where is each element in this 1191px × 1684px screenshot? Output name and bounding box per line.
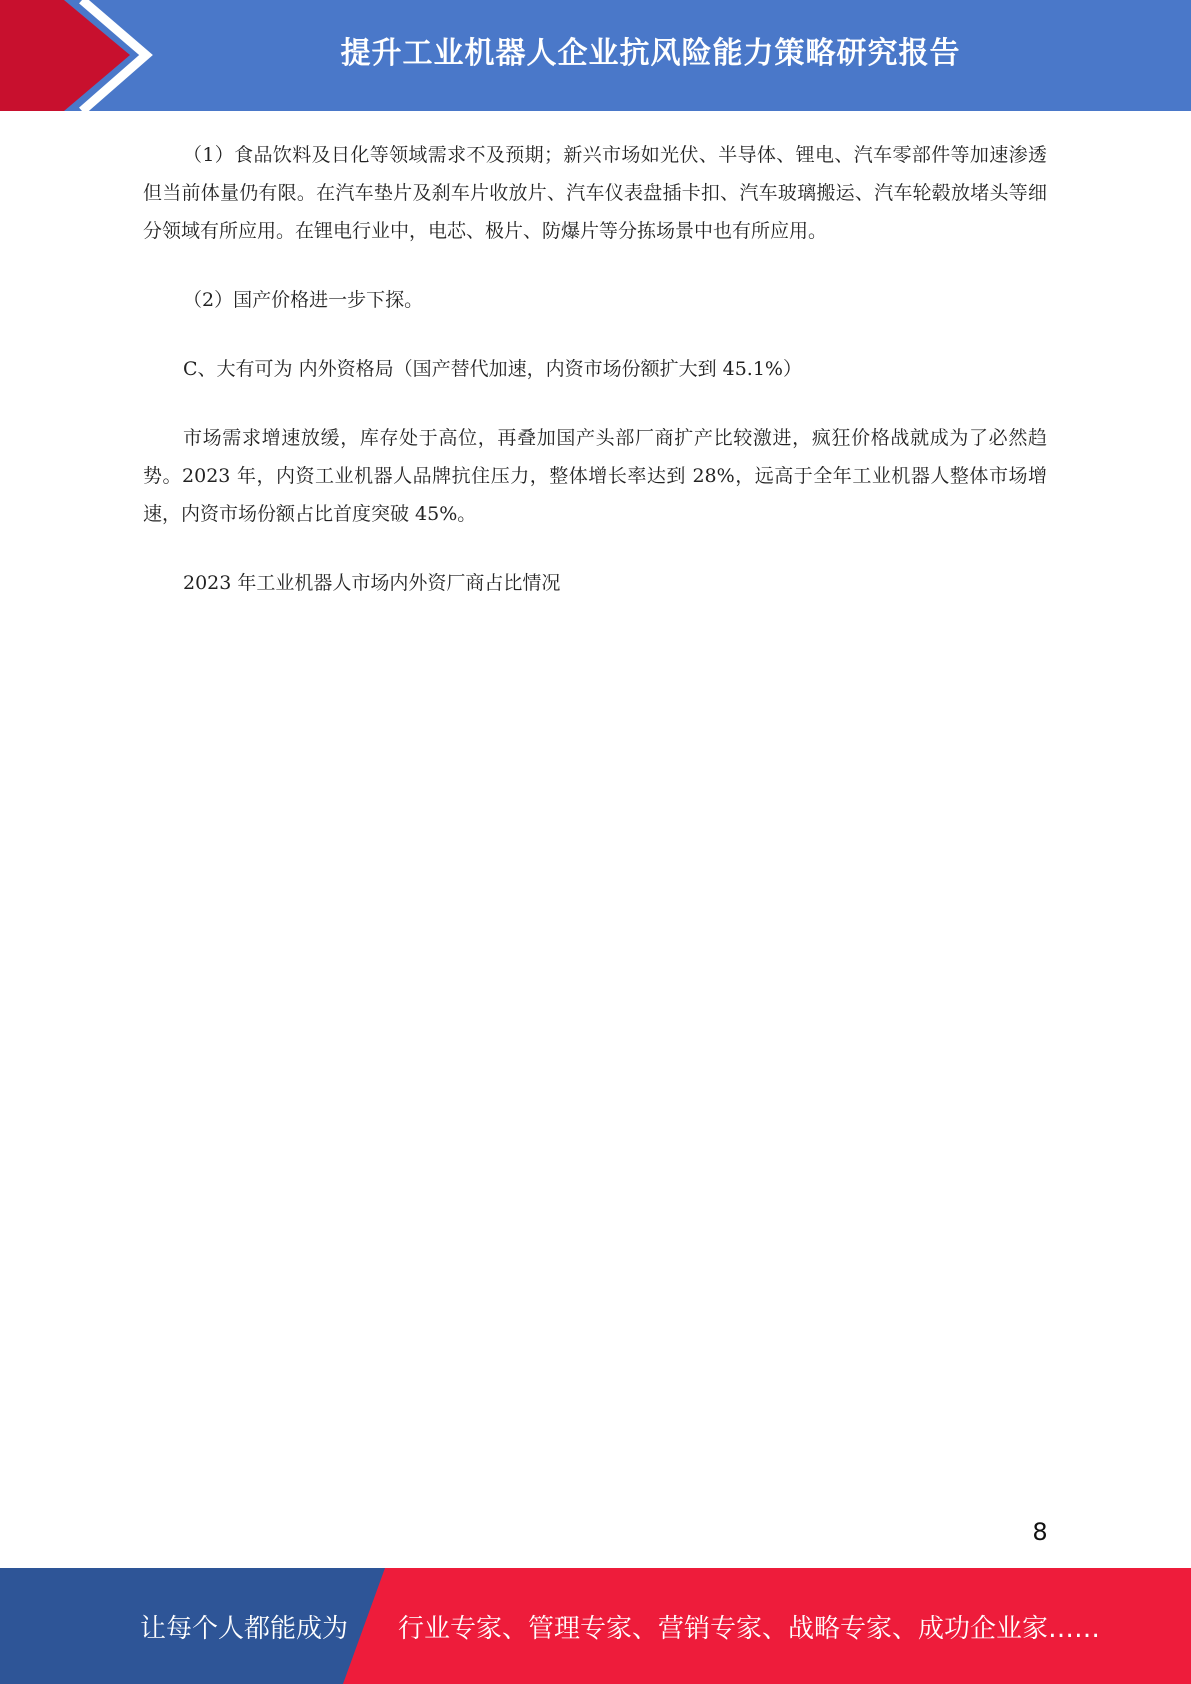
header-banner: [0, 0, 1191, 111]
report-title: 提升工业机器人企业抗风险能力策略研究报告: [340, 36, 961, 71]
paragraph-price: （2）国产价格进一步下探。: [183, 289, 424, 311]
footer-slogan-roles: 行业专家、管理专家、营销专家、战略专家、成功企业家……: [398, 1613, 1101, 1644]
red-arrow-decoration: [0, 0, 160, 111]
section-heading-market-share: C、大有可为 内外资格局（国产替代加速，内资市场份额扩大到 45.1%）: [183, 358, 802, 380]
figure-caption: 2023 年工业机器人市场内外资厂商占比情况: [183, 572, 561, 594]
footer-banner: [0, 1568, 1191, 1684]
footer-slogan-lead: 让每个人都能成为: [140, 1613, 349, 1644]
paragraph-demand: （1）食品饮料及日化等领域需求不及预期；新兴市场如光伏、半导体、锂电、汽车零部件等加速渗透但当前体量仍有限。在汽车垫片及刹车片收放片、汽车仪表盘插卡扣、汽车玻璃搬运、汽车轮毂放堵头等细分领域有所应用。在锂电行业中，电芯、极片、防爆片等分拣场景中也有所应用。: [143, 144, 1047, 242]
page-number: 8: [1032, 1518, 1048, 1546]
paragraph-market-trend: 市场需求增速放缓，库存处于高位，再叠加国产头部厂商扩产比较激进，疯狂价格战就成为了必然趋势。2023 年，内资工业机器人品牌抗住压力，整体增长率达到 28%，远高于全年工业机器人整体市场增速，内资市场份额占比首度突破 45%。: [143, 427, 1047, 525]
document-body: [143, 136, 1047, 633]
